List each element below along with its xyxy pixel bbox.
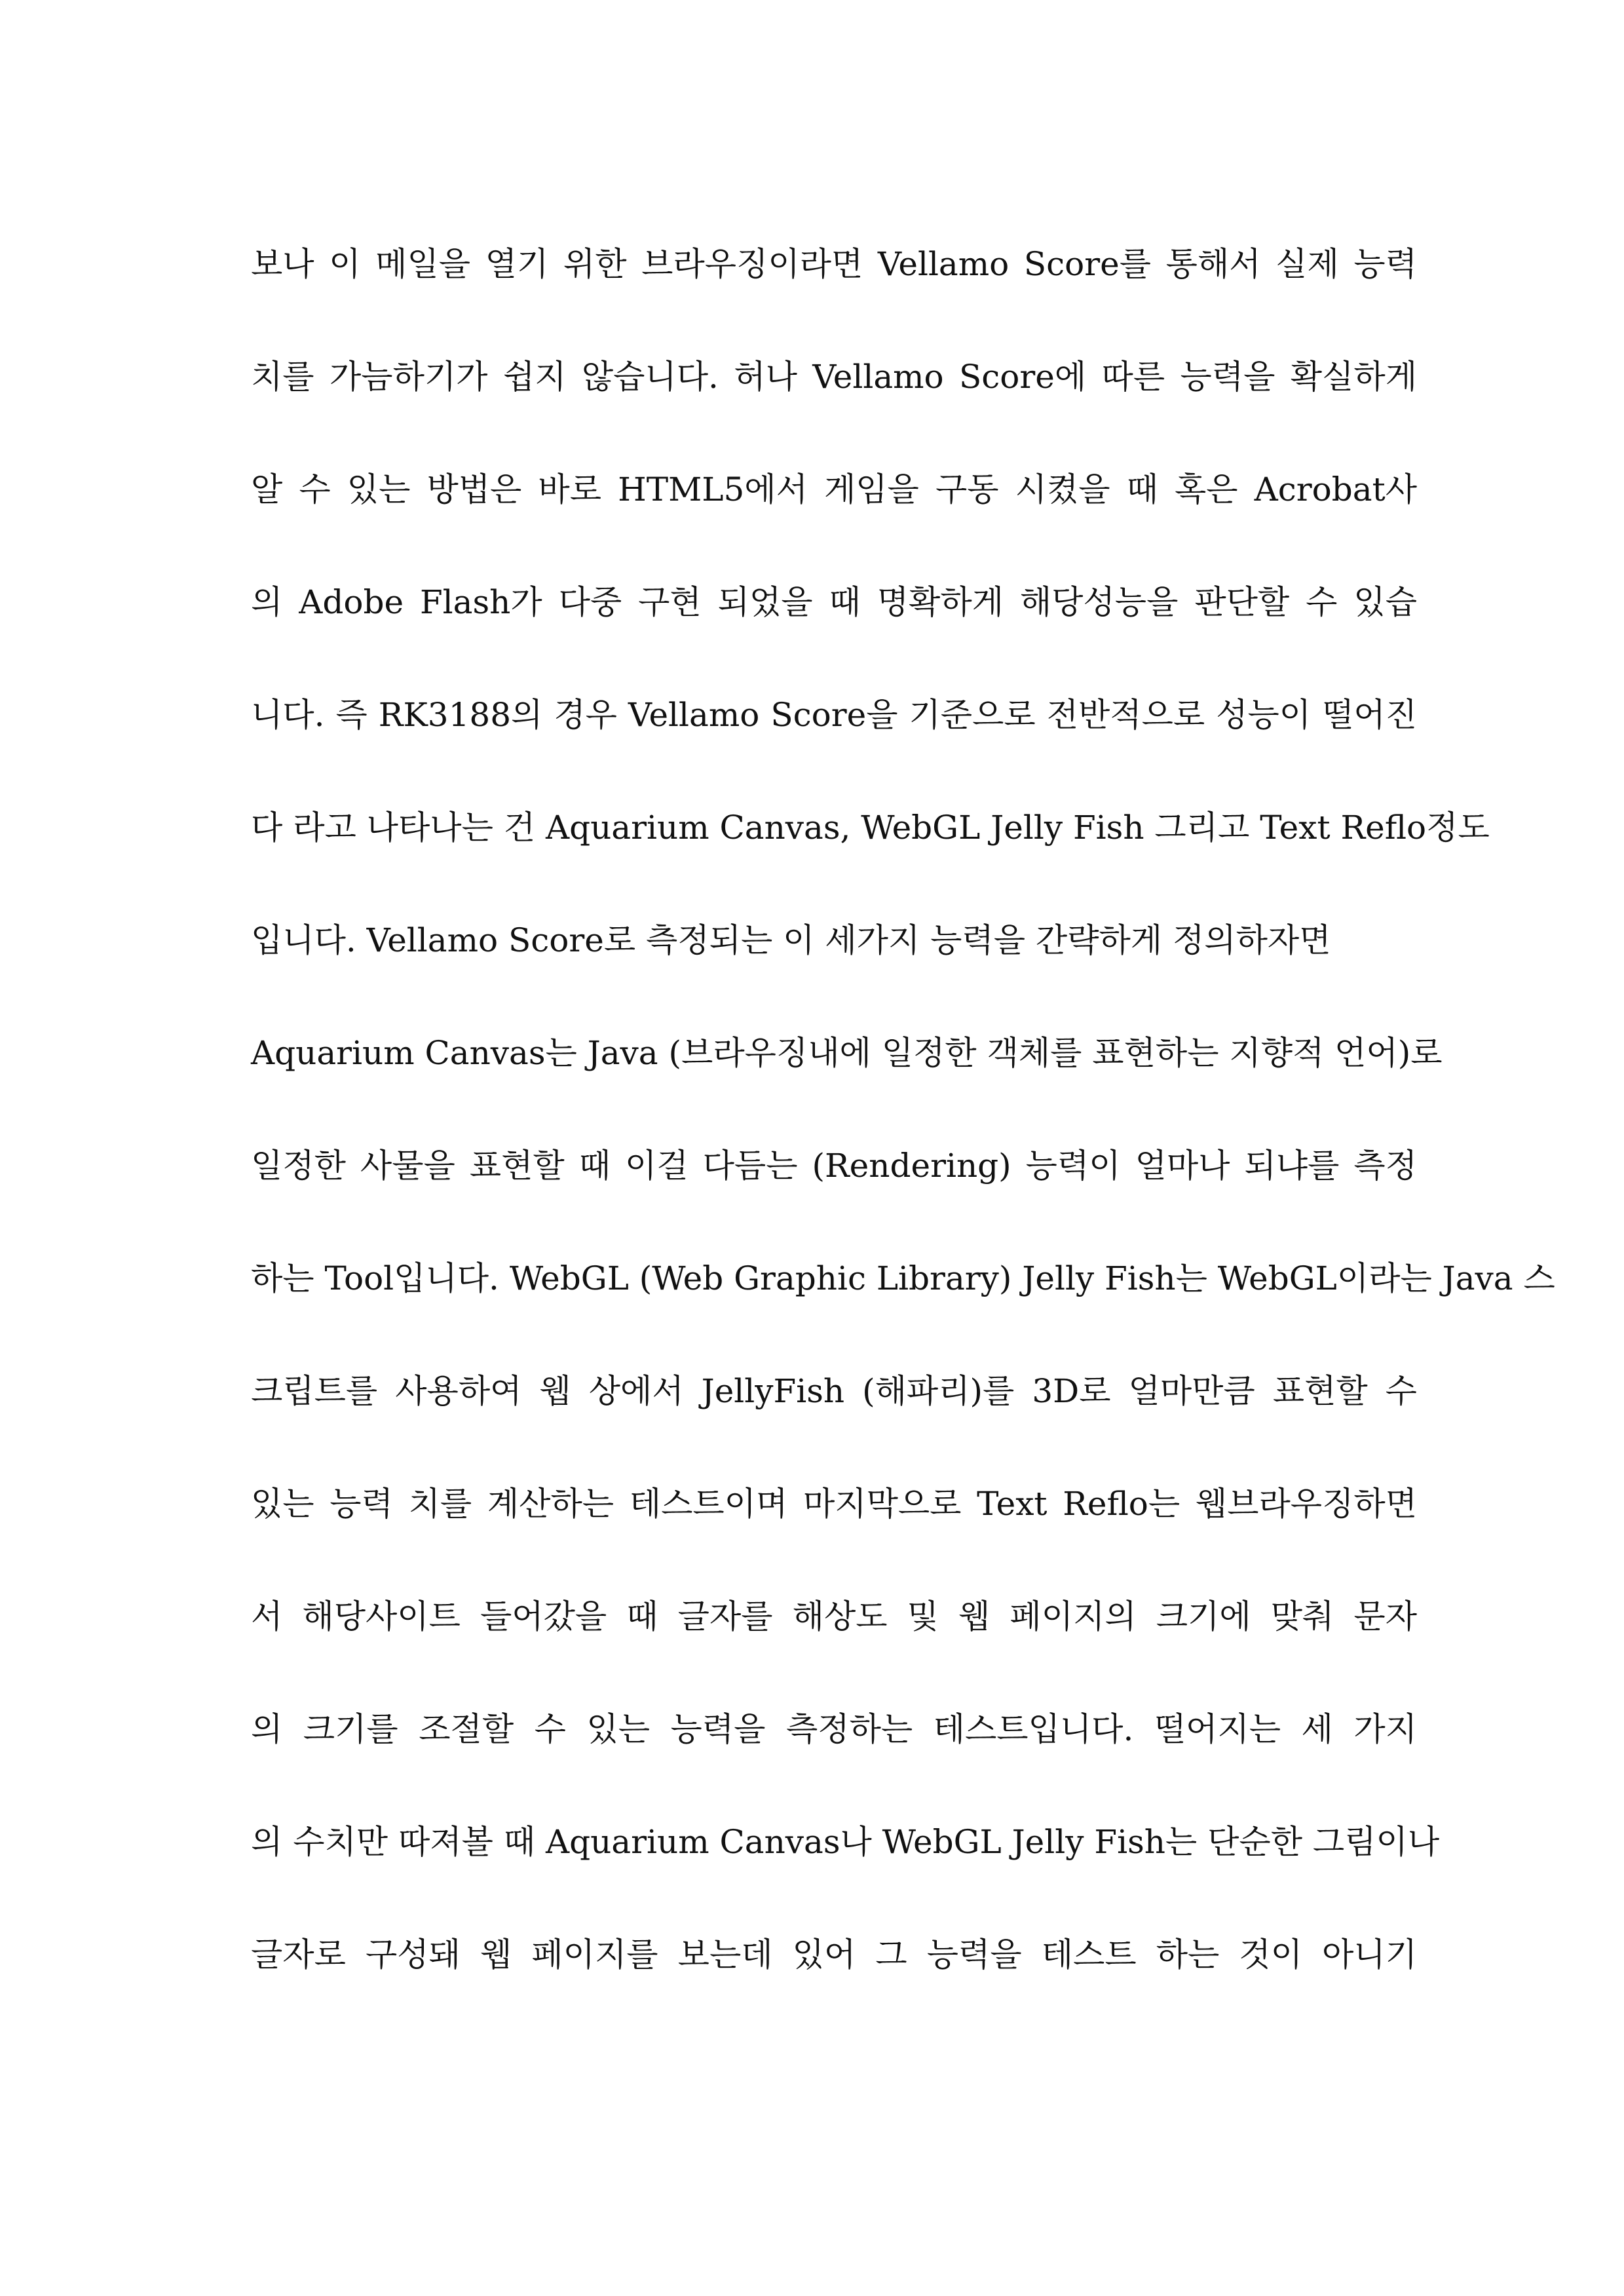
text-line-6: 다 라고 나타나는 건 Aquarium Canvas, WebGL Jelly Fish 그리고 Text Reflo정도 <box>251 809 1490 847</box>
text-line-2: 치를 가늠하기가 쉽지 않습니다. 허나 Vellamo Score에 따른 능력을 확실하게 <box>251 358 1417 396</box>
text-line-14: 의 크기를 조절할 수 있는 능력을 측정하는 테스트입니다. 떨어지는 세 가지 <box>251 1710 1417 1748</box>
text-line-4: 의 Adobe Flash가 다중 구현 되었을 때 명확하게 해당성능을 판단할 수 있습 <box>251 583 1417 621</box>
text-line-15: 의 수치만 따져볼 때 Aquarium Canvas나 WebGL Jelly Fish는 단순한 그림이나 <box>251 1823 1440 1861</box>
text-line-13: 서 해당사이트 들어갔을 때 글자를 해상도 및 웹 페이지의 크기에 맞춰 문자 <box>251 1598 1417 1636</box>
text-line-12: 있는 능력 치를 계산하는 테스트이며 마지막으로 Text Reflo는 웹브라우징하면 <box>251 1485 1417 1523</box>
text-line-8: Aquarium Canvas는 Java (브라우징내에 일정한 객체를 표현하는 지향적 언어)로 <box>251 1034 1443 1072</box>
text-line-5: 니다. 즉 RK3188의 경우 Vellamo Score을 기준으로 전반적으로 성능이 떨어진 <box>251 696 1417 734</box>
text-line-7: 입니다. Vellamo Score로 측정되는 이 세가지 능력을 간략하게 정의하자면 <box>251 921 1331 959</box>
body-text <box>251 236 1555 2039</box>
text-line-11: 크립트를 사용하여 웹 상에서 JellyFish (해파리)를 3D로 얼마만큼 표현할 수 <box>251 1372 1417 1410</box>
text-line-1: 보나 이 메일을 열기 위한 브라우징이라면 Vellamo Score를 통해서 실제 능력 <box>251 245 1417 283</box>
text-line-3: 알 수 있는 방법은 바로 HTML5에서 게임을 구동 시켰을 때 혹은 Acrobat사 <box>251 470 1417 508</box>
text-line-9: 일정한 사물을 표현할 때 이걸 다듬는 (Rendering) 능력이 얼마나 되냐를 측정 <box>251 1147 1417 1185</box>
text-line-16: 글자로 구성돼 웹 페이지를 보는데 있어 그 능력을 테스트 하는 것이 아니기 <box>251 1936 1417 1974</box>
text-line-10: 하는 Tool입니다. WebGL (Web Graphic Library) Jelly Fish는 WebGL이라는 Java 스 <box>251 1259 1555 1297</box>
